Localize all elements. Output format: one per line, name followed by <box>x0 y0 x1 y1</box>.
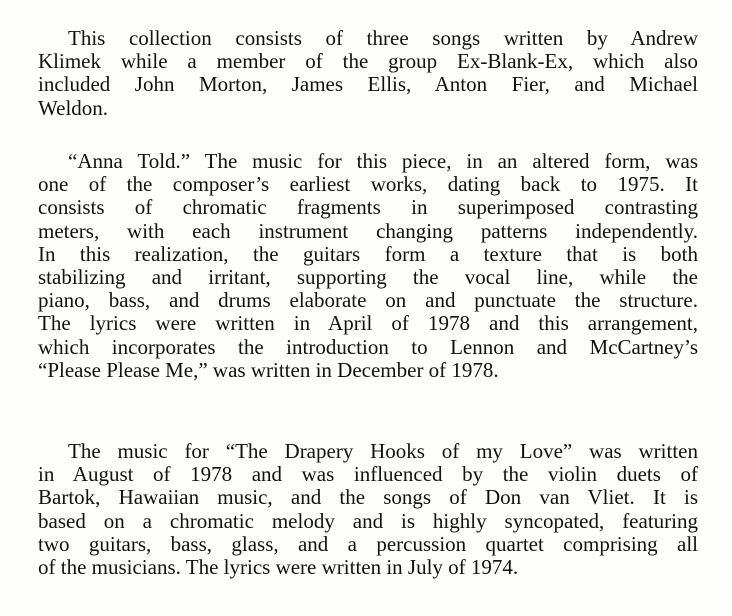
text-line: in August of 1978 and was influenced by the violin duets of <box>38 462 698 487</box>
text-line: The lyrics were written in April of 1978 and this arrangement, <box>38 311 698 336</box>
text-line: included John Morton, James Ellis, Anton Fier, and Michael <box>38 72 698 97</box>
text-line: Weldon. <box>38 95 109 120</box>
text-line: which incorporates the introduction to Lennon and McCartney’s <box>38 334 698 359</box>
text-line: “Please Please Me,” was written in December of 1978. <box>38 357 499 382</box>
text-line: Bartok, Hawaiian music, and the songs of Don van Vliet. It is <box>38 485 698 510</box>
text-line: based on a chromatic melody and is highly syncopated, featuring <box>38 508 698 533</box>
text-line: piano, bass, and drums elaborate on and punctuate the structure. <box>38 288 698 313</box>
paragraph-anna-told <box>38 150 698 382</box>
text-line: This collection consists of three songs written by Andrew <box>68 26 698 50</box>
text-line: of the musicians. The lyrics were written in July of 1974. <box>38 554 519 579</box>
paragraph-drapery-hooks <box>38 440 698 579</box>
text-line: In this realization, the guitars form a texture that is both <box>38 241 698 266</box>
text-line: meters, with each instrument changing patterns independently. <box>38 218 698 243</box>
paragraph-collection-intro <box>38 27 698 120</box>
text-line: consists of chromatic fragments in superimposed contrasting <box>38 195 698 220</box>
text-line: The music for “The Drapery Hooks of my Love” was written <box>68 439 698 463</box>
text-line: two guitars, bass, glass, and a percussion quartet comprising all <box>38 531 698 556</box>
text-line: “Anna Told.” The music for this piece, in an altered form, was <box>68 149 698 173</box>
text-line: Klimek while a member of the group Ex-Blank-Ex, which also <box>38 49 698 74</box>
text-line: one of the composer’s earliest works, dating back to 1975. It <box>38 172 698 197</box>
text-line: stabilizing and irritant, supporting the vocal line, while the <box>38 264 698 289</box>
